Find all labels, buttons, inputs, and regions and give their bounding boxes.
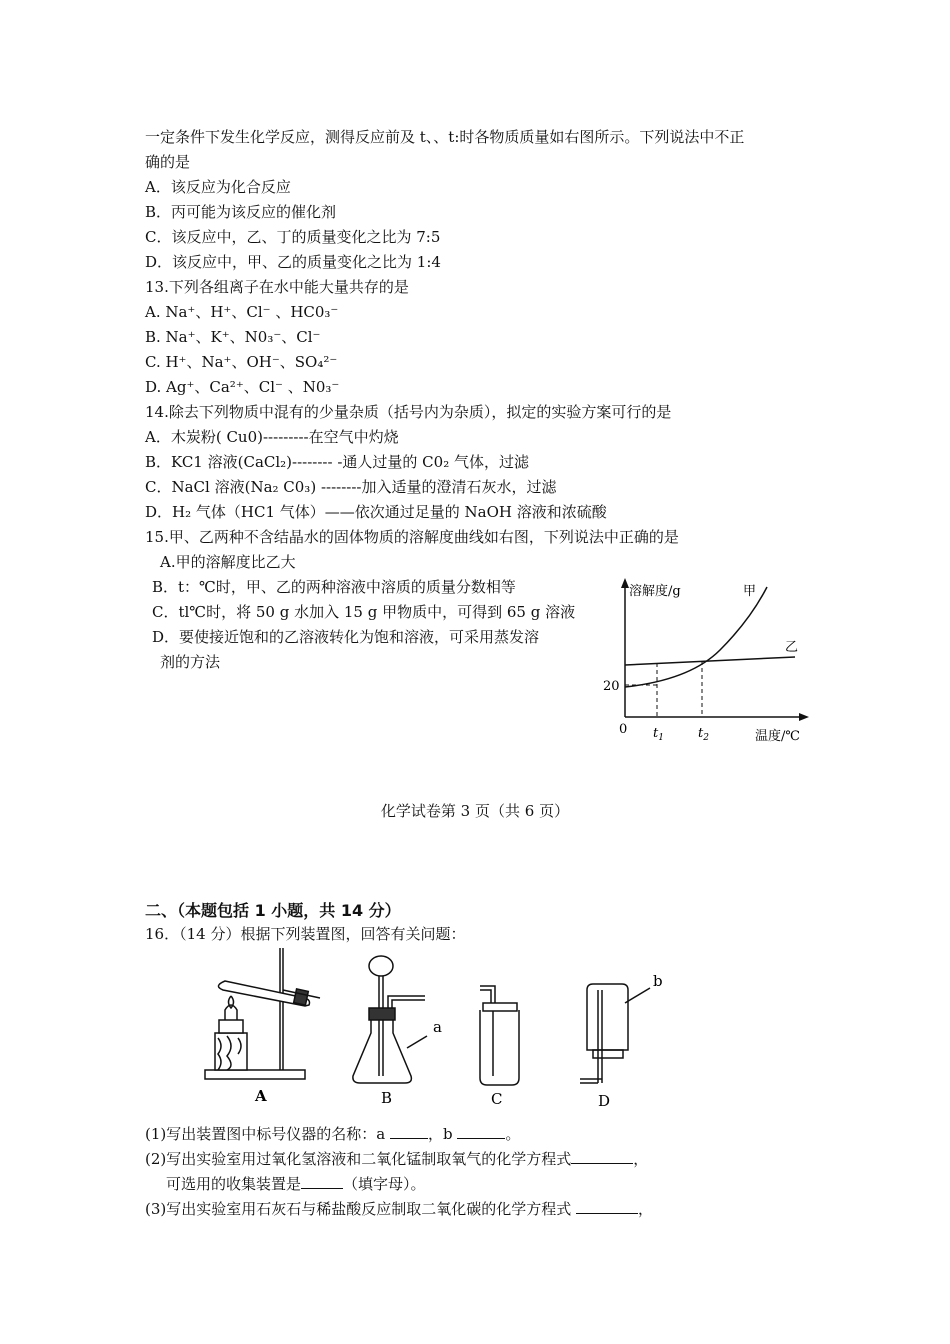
q14-option-c: C．NaCl 溶液(Na₂ C0₃) --------加入适量的澄清石灰水，过滤 bbox=[145, 478, 557, 496]
q15-option-a: A.甲的溶解度比乙大 bbox=[160, 553, 296, 571]
q14-option-d: D．H₂ 气体（HC1 气体）——依次通过足量的 NaOH 溶液和浓硫酸 bbox=[145, 503, 607, 521]
graph-ylabel: 溶解度/g bbox=[629, 584, 681, 599]
solubility-curve-figure bbox=[595, 575, 815, 750]
q15-stem: 15.甲、乙两种不含结晶水的固体物质的溶解度曲线如右图，下列说法中正确的是 bbox=[145, 528, 679, 546]
graph-label-jia: 甲 bbox=[743, 584, 757, 599]
graph-t2: $t_2$ bbox=[698, 726, 709, 743]
q13-option-d: D. Ag⁺、Ca²⁺、Cl⁻ 、N0₃⁻ bbox=[145, 378, 340, 396]
blank-co2-equation[interactable] bbox=[576, 1213, 638, 1214]
q14-stem: 14.除去下列物质中混有的少量杂质（括号内为杂质），拟定的实验方案可行的是 bbox=[145, 403, 672, 421]
q14-option-a: A．木炭粉( Cu0)---------在空气中灼烧 bbox=[145, 428, 399, 446]
apparatus-c bbox=[480, 986, 519, 1085]
label-instrument-b: b bbox=[653, 972, 663, 990]
q15-option-d-line2: 剂的方法 bbox=[160, 653, 221, 671]
graph-y20: 20 bbox=[603, 679, 620, 694]
q13-stem: 13.下列各组离子在水中能大量共存的是 bbox=[145, 278, 409, 296]
q16-part2-line1: (2)写出实验室用过氧化氢溶液和二氧化锰制取氧气的化学方程式 ， bbox=[145, 1150, 649, 1168]
apparatus-d bbox=[580, 984, 650, 1083]
curve-jia bbox=[625, 587, 767, 687]
graph-origin: 0 bbox=[619, 722, 628, 737]
q13-option-a: A. Na⁺、H⁺、Cl⁻ 、HC0₃⁻ bbox=[145, 303, 339, 321]
q16-part3: (3)写出实验室用石灰石与稀盐酸反应制取二氧化碳的化学方程式 ， bbox=[145, 1200, 654, 1218]
section2-heading: 二、（本题包括 1 小题，共 14 分） bbox=[145, 901, 401, 920]
label-apparatus-a: A bbox=[255, 1087, 267, 1105]
label-apparatus-c: C bbox=[491, 1090, 503, 1108]
label-apparatus-b: B bbox=[381, 1089, 393, 1107]
q16-stem: 16．（14 分）根据下列装置图，回答有关问题： bbox=[145, 925, 466, 943]
q12-option-b: B．丙可能为该反应的催化剂 bbox=[145, 203, 337, 221]
graph-t1: $t_1$ bbox=[653, 726, 664, 743]
blank-a[interactable] bbox=[390, 1138, 428, 1139]
q13-option-c: C. H⁺、Na⁺、OH⁻、SO₄²⁻ bbox=[145, 353, 338, 371]
blank-o2-equation[interactable] bbox=[571, 1163, 633, 1164]
graph-xlabel: 温度/℃ bbox=[755, 729, 800, 744]
q14-option-b: B．KC1 溶液(CaCl₂)-------- -通人过量的 C0₂ 气体，过滤 bbox=[145, 453, 529, 471]
q12-option-a: A．该反应为化合反应 bbox=[145, 178, 291, 196]
page-footer: 化学试卷第 3 页（共 6 页） bbox=[380, 802, 570, 820]
q12-stem-line1: 一定条件下发生化学反应，测得反应前及 t、、t:时各物质质量如右图所示。下列说法中不正 bbox=[145, 128, 745, 146]
q12-option-d: D．该反应中，甲、乙的质量变化之比为 1:4 bbox=[145, 253, 441, 271]
q16-part2-line2: 可选用的收集装置是 （填字母）。 bbox=[166, 1175, 426, 1193]
q12-stem-line2: 确的是 bbox=[145, 153, 191, 171]
blank-b[interactable] bbox=[457, 1138, 505, 1139]
label-apparatus-d: D bbox=[598, 1092, 611, 1110]
q15-option-d-line1: D．要使接近饱和的乙溶液转化为饱和溶液，可采用蒸发溶 bbox=[152, 628, 540, 646]
q15-option-c: C．tl℃时，将 50 g 水加入 15 g 甲物质中，可得到 65 g 溶液 bbox=[152, 603, 576, 621]
q15-option-b: B．t：℃时，甲、乙的两种溶液中溶质的质量分数相等 bbox=[152, 578, 516, 596]
label-instrument-a: a bbox=[433, 1018, 442, 1036]
q13-option-b: B. Na⁺、K⁺、N0₃⁻、Cl⁻ bbox=[145, 328, 321, 346]
q16-part1: (1)写出装置图中标号仪器的名称：a ，b 。 bbox=[145, 1125, 521, 1143]
apparatus-a bbox=[205, 948, 320, 1079]
apparatus-b bbox=[353, 956, 427, 1083]
apparatus-figure bbox=[195, 948, 675, 1113]
graph-label-yi: 乙 bbox=[785, 640, 799, 655]
blank-collection-device[interactable] bbox=[301, 1188, 343, 1189]
q12-option-c: C．该反应中，乙、丁的质量变化之比为 7:5 bbox=[145, 228, 441, 246]
